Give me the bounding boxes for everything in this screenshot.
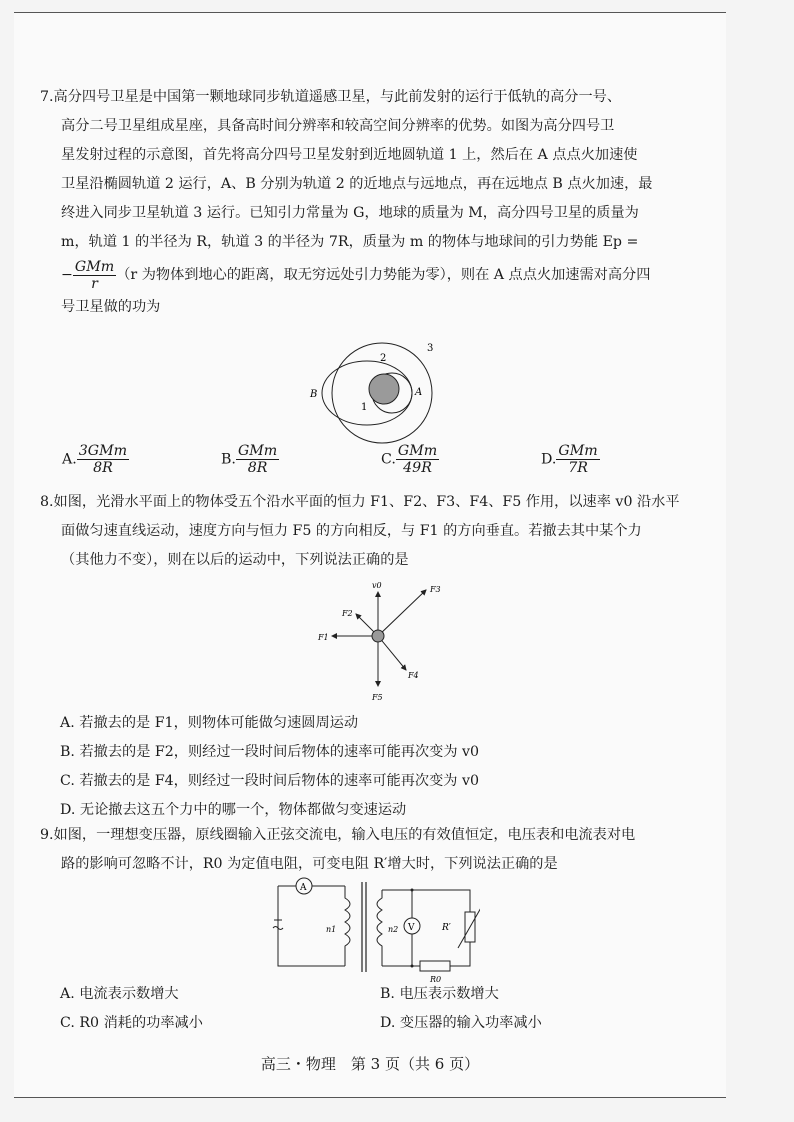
option-letter: A.	[62, 451, 77, 468]
n2-label: n2	[388, 925, 399, 934]
n1-label: n1	[326, 925, 337, 934]
q8-line-1: 如图，光滑水平面上的物体受五个沿水平面的恒力 F1、F2、F3、F4、F5 作用，以速率 v0 沿水平	[53, 494, 680, 510]
fraction-denominator: 8R	[247, 460, 268, 476]
fraction-numerator: GMm	[74, 258, 115, 275]
q8-line-2: 面做匀速直线运动，速度方向与恒力 F5 的方向相反，与 F1 的方向垂直。若撤去其中某个力	[61, 523, 642, 539]
label-F5: F5	[372, 693, 383, 702]
q7-line-1: 高分四号卫星是中国第一颗地球同步轨道遥感卫星，与此前发射的运行于低轨的高分一号、	[53, 89, 622, 105]
q8-option-a: A. 若撤去的是 F1，则物体可能做匀速圆周运动	[60, 715, 359, 731]
question-7	[40, 83, 720, 322]
fraction-denominator: 8R	[93, 460, 113, 476]
q7-option-d	[541, 443, 600, 476]
fixed-resistor-label: R0	[430, 975, 442, 984]
option-fraction	[556, 443, 599, 476]
q8-option-b: B. 若撤去的是 F2，则经过一段时间后物体的速率可能再次变为 v0	[60, 744, 480, 760]
q7-option-a	[62, 443, 129, 476]
primary-coil	[345, 886, 350, 966]
question-8-number: 8.	[40, 494, 54, 510]
option-fraction	[77, 443, 129, 476]
fraction-numerator: 3GMm	[78, 443, 128, 459]
option-letter: D.	[541, 451, 557, 468]
q9-option-c: C. R0 消耗的功率减小	[60, 1015, 203, 1031]
q7-line-5: 终进入同步卫星轨道 3 运行。已知引力常量为 G，地球的质量为 M，高分四号卫星的质量为	[61, 205, 639, 221]
label-orbit-2: 2	[380, 353, 387, 364]
option-fraction	[236, 443, 279, 476]
minus-sign: −	[61, 267, 73, 283]
q7-line-7: （r 为物体到地心的距离，取无穷远处引力势能为零），则在 A 点点火加速需对高分四	[116, 267, 651, 283]
potential-energy-fraction	[73, 259, 116, 292]
variable-resistor-label: R′	[442, 923, 451, 933]
f4-arrow	[378, 636, 406, 670]
voltmeter-label: V	[408, 923, 415, 933]
q7-line-2: 高分二号卫星组成星座，具备高时间分辨率和较高空间分辨率的优势。如图为高分四号卫	[61, 118, 615, 134]
q7-option-b	[221, 443, 279, 476]
question-8	[40, 488, 720, 575]
label-B: B	[310, 389, 318, 400]
q7-line-3: 星发射过程的示意图，首先将高分四号卫星发射到近地圆轨道 1 上，然后在 A 点点火加速使	[61, 147, 638, 163]
q9-option-d: D. 变压器的输入功率减小	[380, 1015, 542, 1031]
option-letter: B.	[221, 451, 236, 468]
fraction-numerator: GMm	[558, 443, 598, 459]
q7-line-8: 号卫星做的功为	[61, 299, 161, 315]
fraction-numerator: GMm	[237, 443, 278, 459]
fraction-denominator: 49R	[403, 460, 432, 476]
option-letter: C.	[381, 451, 396, 468]
question-9-number: 9.	[40, 827, 54, 843]
question-7-number: 7.	[40, 89, 54, 105]
q9-option-b: B. 电压表示数增大	[380, 986, 499, 1002]
transformer-circuit	[270, 868, 480, 988]
q7-line-6: m，轨道 1 的半径为 R，轨道 3 的半径为 7R，质量为 m 的物体与地球间的引力势能 Ep =	[61, 234, 639, 250]
fraction-numerator: GMm	[397, 443, 438, 459]
label-F2: F2	[342, 609, 353, 618]
fixed-resistor	[420, 961, 450, 971]
q8-line-3: （其他力不变），则在以后的运动中，下列说法正确的是	[61, 552, 409, 568]
orbit-diagram	[302, 333, 462, 453]
q8-option-d: D. 无论撤去这五个力中的哪一个，物体都做匀变速运动	[60, 802, 407, 818]
label-F4: F4	[408, 671, 419, 680]
earth	[369, 374, 399, 404]
force-diagram	[312, 578, 452, 708]
label-orbit-3: 3	[427, 343, 434, 354]
exam-page	[14, 12, 726, 1098]
label-F1: F1	[318, 633, 329, 642]
q8-option-c: C. 若撤去的是 F4，则经过一段时间后物体的速率可能再次变为 v0	[60, 773, 479, 789]
q8-options	[60, 709, 720, 825]
q7-line-4: 卫星沿椭圆轨道 2 运行，A、B 分别为轨道 2 的近地点与远地点，再在远地点 B 点火加速，最	[61, 176, 653, 192]
f3-arrow	[378, 590, 426, 636]
q9-line-1: 如图，一理想变压器，原线圈输入正弦交流电，输入电压的有效值恒定，电压表和电流表对电	[53, 827, 636, 843]
label-F3: F3	[430, 585, 441, 594]
label-orbit-1: 1	[361, 402, 368, 413]
label-A: A	[415, 387, 423, 398]
fraction-denominator: r	[91, 275, 98, 292]
q9-option-a: A. 电流表示数增大	[60, 986, 179, 1002]
secondary-coil	[377, 890, 382, 966]
ammeter-label: A	[300, 883, 307, 893]
option-fraction	[396, 443, 439, 476]
q9-line-2: 路的影响可忽略不计，R0 为定值电阻，可变电阻 R′增大时，下列说法正确的是	[61, 856, 558, 872]
page-footer: 高三・物理 第 3 页（共 6 页）	[260, 1055, 480, 1073]
q7-option-c	[381, 443, 439, 476]
fraction-denominator: 7R	[568, 460, 588, 476]
label-v0: v0	[372, 581, 382, 590]
object-dot	[372, 630, 384, 642]
